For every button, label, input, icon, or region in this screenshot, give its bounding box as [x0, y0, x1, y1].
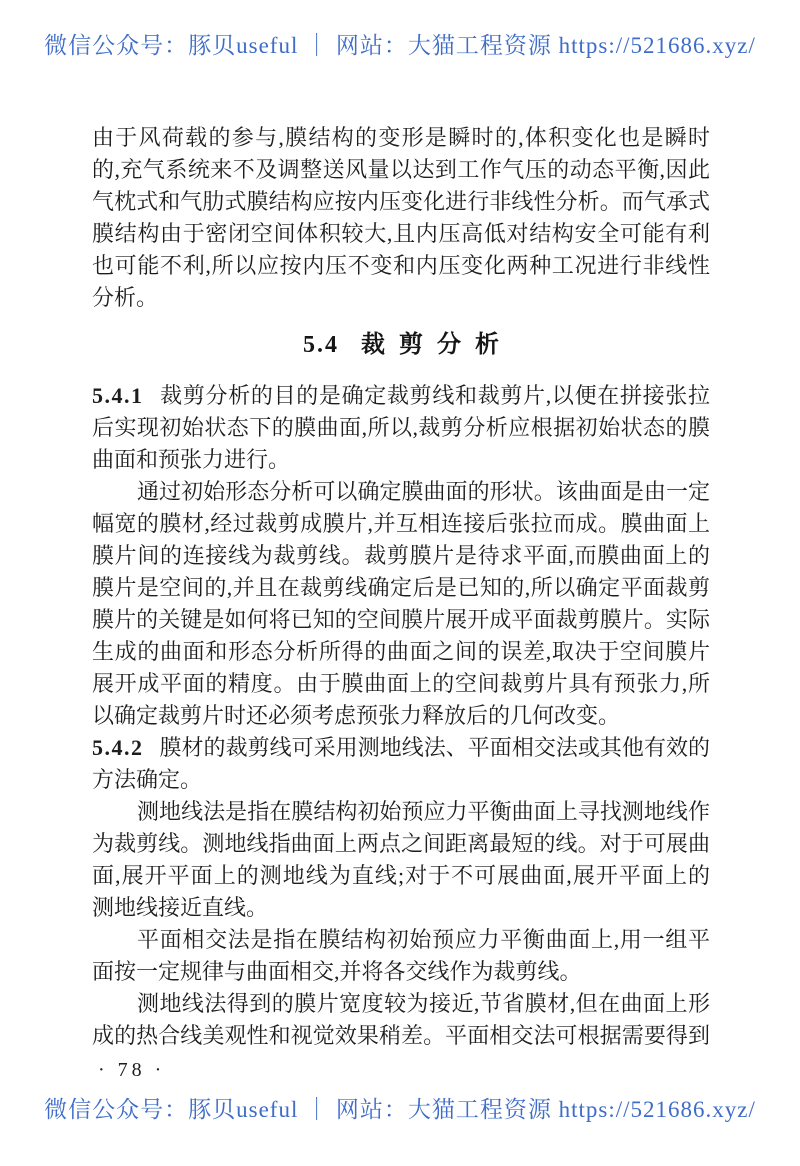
clause-text: 裁剪分析的目的是确定裁剪线和裁剪片,以便在拼接张拉 — [159, 383, 710, 408]
body-line: 膜结构由于密闭空间体积较大,且内压高低对结构安全可能有利 — [92, 221, 710, 246]
body-line: 膜片间的连接线为裁剪线。裁剪膜片是待求平面,而膜曲面上的 — [92, 543, 710, 568]
body-line: 以确定裁剪片时还必须考虑预张力释放后的几何改变。 — [92, 703, 621, 728]
clause-5-4-2 — [92, 732, 710, 796]
body-line: 由于风荷载的参与,膜结构的变形是瞬时的,体积变化也是瞬时 — [92, 125, 710, 150]
body-line — [92, 380, 710, 412]
paragraph-form-finding — [92, 476, 710, 732]
footer-watermark: 微信公众号：豚贝useful ｜ 网站：大猫工程资源 https://521686.xyz/ — [44, 1097, 756, 1122]
body-line: 膜片的关键是如何将已知的空间膜片展开成平面裁剪膜片。实际 — [92, 607, 710, 632]
header-watermark: 微信公众号：豚贝useful ｜ 网站：大猫工程资源 https://521686.xyz/ — [44, 33, 756, 58]
intro-paragraph — [92, 122, 710, 314]
body-line: 成的热合线美观性和视觉效果稍差。平面相交法可根据需要得到 — [92, 1023, 710, 1048]
clause-number: 5.4.1 — [92, 383, 144, 408]
section-heading-title: 裁剪分析 — [361, 332, 513, 358]
section-heading — [92, 330, 710, 360]
clause-5-4-1 — [92, 380, 710, 476]
body-line: 测地线接近直线。 — [92, 895, 269, 920]
body-line: 面按一定规律与曲面相交,并将各交线作为裁剪线。 — [92, 959, 582, 984]
paragraph-plane-intersection-method — [92, 924, 710, 988]
body-line: 幅宽的膜材,经过裁剪成膜片,并互相连接后张拉而成。膜曲面上 — [92, 511, 710, 536]
body-line: 方法确定。 — [92, 767, 203, 792]
body-line: 展开成平面的精度。由于膜曲面上的空间裁剪片具有预张力,所 — [92, 671, 710, 696]
body-line: 测地线法得到的膜片宽度较为接近,节省膜材,但在曲面上形 — [137, 991, 710, 1016]
paragraph-geodesic-method — [92, 796, 710, 924]
body-line: 也可能不利,所以应按内压不变和内压变化两种工况进行非线性 — [92, 253, 710, 278]
body-line: 为裁剪线。测地线指曲面上两点之间距离最短的线。对于可展曲 — [92, 831, 710, 856]
clause-text: 膜材的裁剪线可采用测地线法、平面相交法或其他有效的 — [159, 735, 710, 760]
document-body — [92, 122, 710, 1086]
page-number: · 78 · — [98, 1059, 166, 1081]
body-line: 平面相交法是指在膜结构初始预应力平衡曲面上,用一组平 — [137, 927, 710, 952]
body-line: 面,展开平面上的测地线为直线;对于不可展曲面,展开平面上的 — [92, 863, 710, 888]
body-line: 分析。 — [92, 285, 159, 310]
body-line: 生成的曲面和形态分析所得的曲面之间的误差,取决于空间膜片 — [92, 639, 710, 664]
clause-number: 5.4.2 — [92, 735, 144, 760]
paragraph-method-comparison — [92, 988, 710, 1052]
body-line — [92, 732, 710, 764]
body-line: 膜片是空间的,并且在裁剪线确定后是已知的,所以确定平面裁剪 — [92, 575, 710, 600]
section-heading-number: 5.4 — [303, 332, 339, 358]
body-line: 气枕式和气肋式膜结构应按内压变化进行非线性分析。而气承式 — [92, 189, 710, 214]
body-line: 测地线法是指在膜结构初始预应力平衡曲面上寻找测地线作 — [137, 799, 710, 824]
body-line: 的,充气系统来不及调整送风量以达到工作气压的动态平衡,因此 — [92, 157, 710, 182]
body-line: 通过初始形态分析可以确定膜曲面的形状。该曲面是由一定 — [137, 479, 710, 504]
body-line: 曲面和预张力进行。 — [92, 447, 291, 472]
body-line: 后实现初始状态下的膜曲面,所以,裁剪分析应根据初始状态的膜 — [92, 415, 710, 440]
